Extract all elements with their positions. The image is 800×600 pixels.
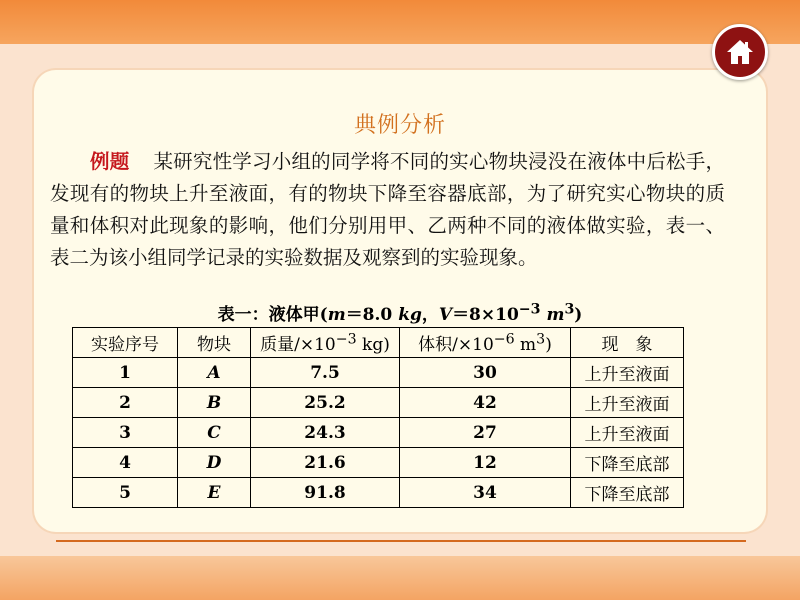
caption-m-value: ＝8.0	[345, 305, 399, 325]
header-volume-exp: −6	[493, 331, 515, 348]
cell-object: B	[178, 388, 251, 418]
cell-mass: 24.3	[251, 418, 400, 448]
caption-prefix: 表一：液体甲(	[217, 305, 328, 325]
cell-mass: 91.8	[251, 478, 400, 508]
cell-volume: 42	[400, 388, 571, 418]
problem-paragraph	[50, 146, 725, 274]
table-header-row	[73, 328, 684, 358]
home-icon	[725, 38, 755, 66]
header-volume-prefix: 体积/×10	[418, 335, 494, 355]
cell-index: 5	[73, 478, 178, 508]
table-row	[73, 388, 684, 418]
table-row	[73, 478, 684, 508]
header-mass-unit: kg)	[356, 335, 390, 355]
cell-index: 4	[73, 448, 178, 478]
cell-mass: 21.6	[251, 448, 400, 478]
caption-m-symbol: m	[327, 305, 346, 325]
top-decor-band	[0, 0, 800, 44]
cell-index: 3	[73, 418, 178, 448]
bottom-divider	[56, 540, 746, 542]
caption-v-value: ＝8×10	[452, 305, 519, 325]
table-caption	[60, 300, 740, 325]
caption-v-unit: m	[546, 305, 565, 325]
caption-sep: ，	[421, 305, 439, 325]
cell-volume: 30	[400, 358, 571, 388]
cell-object: D	[178, 448, 251, 478]
header-mass	[251, 328, 400, 358]
header-volume-unit: m	[514, 335, 537, 355]
caption-suffix: )	[574, 305, 583, 325]
table-row	[73, 418, 684, 448]
header-volume-unit-exp: 3	[536, 331, 546, 348]
caption-v-symbol: V	[438, 305, 453, 325]
header-volume	[400, 328, 571, 358]
cell-mass: 25.2	[251, 388, 400, 418]
section-title: 典例分析	[353, 113, 446, 138]
cell-phenomenon: 上升至液面	[571, 388, 684, 418]
cell-object: C	[178, 418, 251, 448]
caption-m-unit: kg	[398, 305, 422, 325]
cell-phenomenon: 上升至液面	[571, 358, 684, 388]
caption-v-unit-exp: 3	[564, 301, 575, 318]
home-button[interactable]	[712, 24, 768, 80]
cell-index: 2	[73, 388, 178, 418]
header-index: 实验序号	[73, 328, 178, 358]
cell-phenomenon: 上升至液面	[571, 418, 684, 448]
header-mass-prefix: 质量/×10	[260, 335, 336, 355]
cell-phenomenon: 下降至底部	[571, 478, 684, 508]
cell-volume: 12	[400, 448, 571, 478]
bottom-decor-band	[0, 556, 800, 600]
cell-mass: 7.5	[251, 358, 400, 388]
problem-label: 例题	[90, 150, 130, 173]
caption-v-exp: −3	[518, 301, 541, 318]
cell-volume: 27	[400, 418, 571, 448]
table-row	[73, 448, 684, 478]
header-phenomenon: 现 象	[571, 328, 684, 358]
cell-volume: 34	[400, 478, 571, 508]
header-mass-exp: −3	[335, 331, 357, 348]
cell-object: A	[178, 358, 251, 388]
cell-phenomenon: 下降至底部	[571, 448, 684, 478]
header-object: 物块	[178, 328, 251, 358]
cell-object: E	[178, 478, 251, 508]
problem-text: 某研究性学习小组的同学将不同的实心物块浸没在液体中后松手，发现有的物块上升至液面，有的物块下降至容器底部，为了研究实心物块的质量和体积对此现象的影响，他们分别用甲、乙两种不同的液体做实验，表一、表二为该小组同学记录的实验数据及观察到的实验现象。	[50, 150, 725, 269]
table-row	[73, 358, 684, 388]
header-volume-close: )	[545, 335, 552, 355]
data-table	[72, 327, 684, 508]
cell-index: 1	[73, 358, 178, 388]
